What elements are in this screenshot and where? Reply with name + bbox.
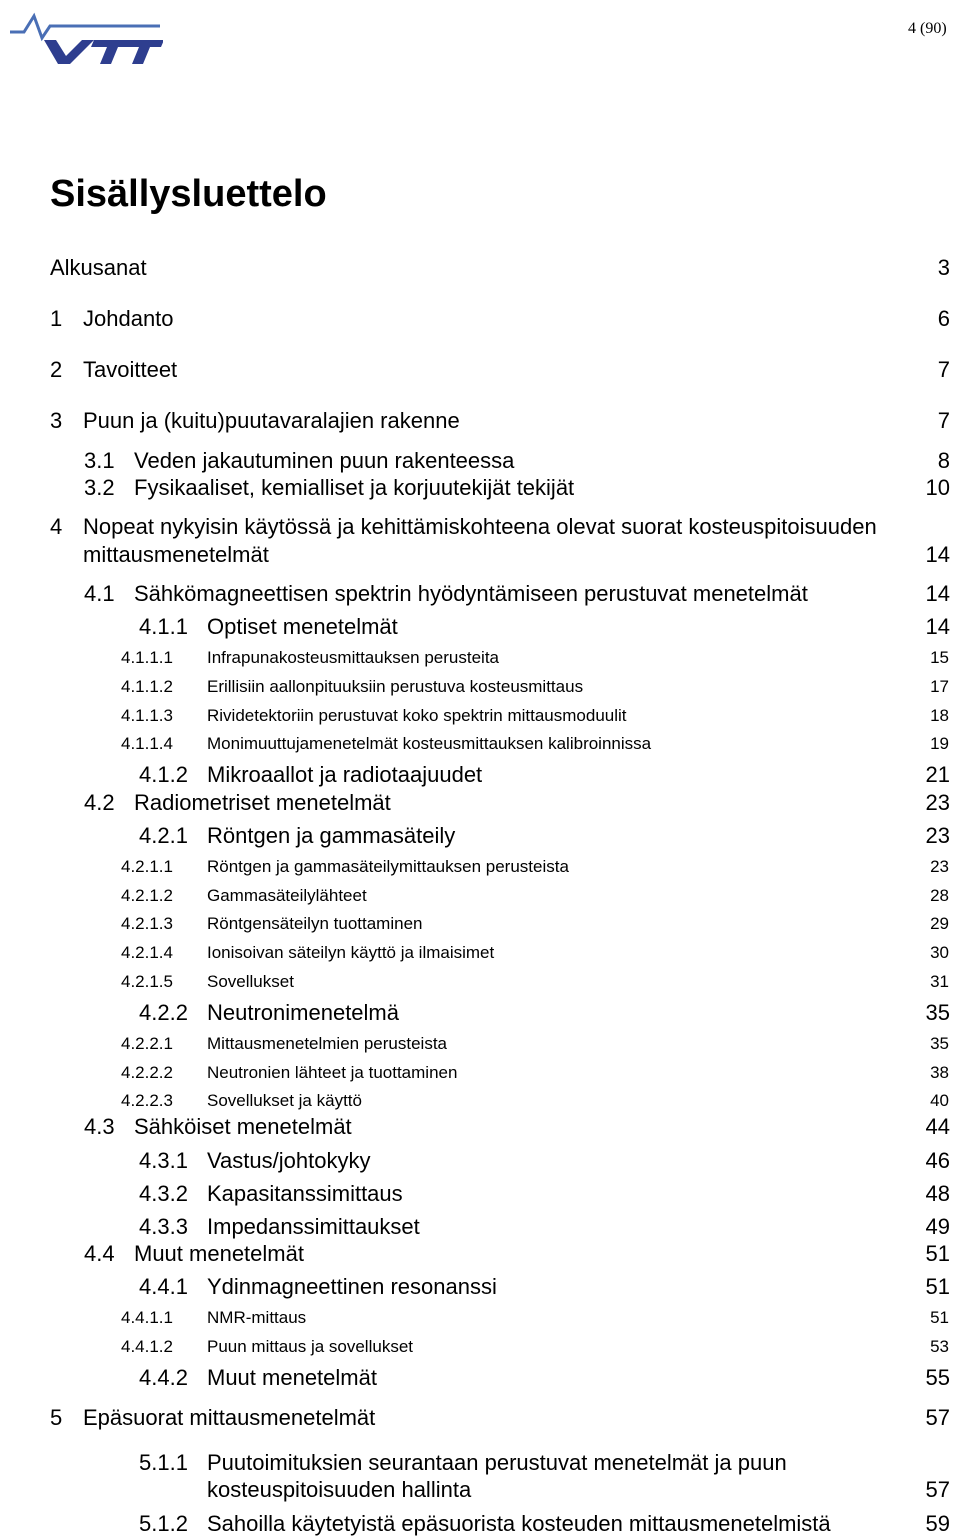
- toc-entry-page: 14: [925, 542, 950, 567]
- toc-entry-title: Gammasäteilylähteet: [207, 886, 367, 905]
- toc-entry-number: 4.4: [84, 1241, 115, 1266]
- toc-entry-page: 59: [925, 1511, 950, 1536]
- toc-entry-page: 14: [925, 614, 950, 639]
- toc-entry[interactable]: [0, 514, 960, 570]
- toc-entry-number: 3.2: [84, 475, 115, 500]
- toc-entry-title: Röntgen ja gammasäteily: [207, 823, 456, 848]
- toc-entry-title: Erillisiin aallonpituuksiin perustuva kosteusmittaus: [207, 677, 584, 696]
- toc-entry-number: 4.1.1.1: [121, 648, 173, 667]
- toc-entry-page: 57: [925, 1477, 950, 1502]
- toc-entry-title: Muut menetelmät: [207, 1365, 377, 1390]
- toc-entry-number: 4.2.2.3: [121, 1091, 173, 1110]
- toc-entry-title: Kapasitanssimittaus: [207, 1181, 403, 1206]
- toc-entry-number: 4.2.2.1: [121, 1034, 173, 1053]
- toc-entry-title: NMR-mittaus: [207, 1308, 307, 1327]
- toc-entry-number: 4.4.2: [139, 1365, 188, 1390]
- toc-entry-title: Alkusanat: [50, 255, 147, 280]
- page-number: 4 (90): [908, 20, 947, 37]
- toc-entry-page: 23: [930, 857, 949, 876]
- toc-entry-page: 21: [925, 762, 950, 787]
- toc-entry-title: Fysikaaliset, kemialliset ja korjuutekijät tekijät: [134, 475, 575, 500]
- toc-entry-page: 57: [925, 1405, 950, 1430]
- toc-entry-title: Epäsuorat mittausmenetelmät: [83, 1405, 376, 1430]
- toc-entry-page: 35: [925, 1000, 950, 1025]
- toc-entry-title: Röntgen ja gammasäteilymittauksen perusteista: [207, 857, 569, 876]
- toc-entry-page: 18: [930, 706, 949, 725]
- toc-entry-title: Impedanssimittaukset: [207, 1214, 420, 1239]
- toc-entry-number: 4.4.1.2: [121, 1337, 173, 1356]
- toc-entry-page: 46: [925, 1148, 950, 1173]
- toc-entry-page: 10: [925, 475, 950, 500]
- toc-entry-page: 29: [930, 914, 949, 933]
- toc-entry-page: 30: [930, 943, 949, 962]
- page-title: Sisällysluettelo: [50, 173, 327, 215]
- toc-entry-title: Sahoilla käytetyistä epäsuorista kosteuden mittausmenetelmistä: [207, 1511, 831, 1536]
- toc-entry-number: 4.3.3: [139, 1214, 188, 1239]
- toc-entry-number: 5.1.1: [139, 1450, 188, 1475]
- toc-entry-page: 17: [930, 677, 949, 696]
- toc-entry-title: Puun ja (kuitu)puutavaralajien rakenne: [83, 408, 460, 433]
- toc-entry-number: 3: [50, 408, 63, 433]
- toc-entry-number: 4.1.1.4: [121, 734, 173, 753]
- toc-entry-page: 55: [925, 1365, 950, 1390]
- toc-entry-title: Muut menetelmät: [134, 1241, 304, 1266]
- toc-entry-title: Röntgensäteilyn tuottaminen: [207, 914, 423, 933]
- toc-entry-title: Mikroaallot ja radiotaajuudet: [207, 762, 483, 787]
- toc-entry-number: 1: [50, 306, 63, 331]
- toc-entry-page: 19: [930, 734, 949, 753]
- toc-entry-title: Sovellukset: [207, 972, 294, 991]
- toc-entry-number: 5: [50, 1405, 63, 1430]
- toc-entry-title: Ionisoivan säteilyn käyttö ja ilmaisimet: [207, 943, 495, 962]
- toc-entry-title: Optiset menetelmät: [207, 614, 398, 639]
- toc-entry-title: Mittausmenetelmien perusteista: [207, 1034, 448, 1053]
- toc-entry-page: 31: [930, 972, 949, 991]
- toc-entry-page: 51: [925, 1274, 950, 1299]
- toc-entry-number: 4.2.1.5: [121, 972, 173, 991]
- toc-entry-title: Rividetektoriin perustuvat koko spektrin mittausmoduulit: [207, 706, 627, 725]
- toc-entry-number: 4.2.2: [139, 1000, 188, 1025]
- toc-entry-number: 4.4.1.1: [121, 1308, 173, 1327]
- toc-entry-number: 4.2.1: [139, 823, 188, 848]
- toc-entry-number: 4.2: [84, 790, 115, 815]
- toc-entry-page: 35: [930, 1034, 949, 1053]
- toc-entry-page: 28: [930, 886, 949, 905]
- toc-entry-number: 4.2.1.3: [121, 914, 173, 933]
- toc-entry-number: 4.3: [84, 1114, 115, 1139]
- toc-entry-number: 4.1.2: [139, 762, 188, 787]
- toc-entry-page: 51: [925, 1241, 950, 1266]
- toc-entry-page: 53: [930, 1337, 949, 1356]
- toc-entry-page: 48: [925, 1181, 950, 1206]
- toc-entry-title: Puutoimituksien seurantaan perustuvat menetelmät ja puun: [207, 1450, 787, 1475]
- toc-entry-title: Sähköiset menetelmät: [134, 1114, 352, 1139]
- toc-entry-number: 4.3.1: [139, 1148, 188, 1173]
- toc-entry-page: 23: [925, 790, 950, 815]
- toc-entry-title: Neutronien lähteet ja tuottaminen: [207, 1063, 458, 1082]
- toc-entry-title: Neutronimenetelmä: [207, 1000, 399, 1025]
- toc-entry-number: 4: [50, 514, 63, 539]
- toc-entry-title: Tavoitteet: [83, 357, 178, 382]
- toc-entry-title: Nopeat nykyisin käytössä ja kehittämiskohteena olevat suorat kosteuspitoisuuden: [83, 514, 877, 539]
- toc-entry-page: 40: [930, 1091, 949, 1110]
- toc-entry-number: 4.2.2.2: [121, 1063, 173, 1082]
- toc-entry-page: 8: [937, 448, 950, 473]
- toc-entry-title: Sähkömagneettisen spektrin hyödyntämiseen perustuvat menetelmät: [134, 581, 808, 606]
- logo-wave-icon: [10, 16, 160, 38]
- toc-entry-title-continued: mittausmenetelmät: [83, 542, 269, 567]
- toc-entry-title: Infrapunakosteusmittauksen perusteita: [207, 648, 500, 667]
- toc-entry-page: 51: [930, 1308, 949, 1327]
- toc-entry-number: 4.2.1.2: [121, 886, 173, 905]
- toc-entry-page: 7: [937, 408, 950, 433]
- toc-entry-page: 38: [930, 1063, 949, 1082]
- toc-entry-title: Monimuuttujamenetelmät kosteusmittauksen kalibroinnissa: [207, 734, 652, 753]
- toc-entry-number: 4.2.1.1: [121, 857, 173, 876]
- toc-entry-number: 4.3.2: [139, 1181, 188, 1206]
- toc-entry-title-continued: kosteuspitoisuuden hallinta: [207, 1477, 472, 1502]
- toc-entry-number: 3.1: [84, 448, 115, 473]
- toc-entry-title: Ydinmagneettinen resonanssi: [207, 1274, 497, 1299]
- toc-entry-number: 2: [50, 357, 63, 382]
- toc-entry-number: 4.1: [84, 581, 115, 606]
- toc-entry[interactable]: [0, 1450, 960, 1506]
- toc-entry-title: Puun mittaus ja sovellukset: [207, 1337, 413, 1356]
- toc-entry-number: 4.2.1.4: [121, 943, 173, 962]
- toc-entry-page: 44: [925, 1114, 950, 1139]
- toc-entry-title: Sovellukset ja käyttö: [207, 1091, 362, 1110]
- toc-entry-number: 4.1.1: [139, 614, 188, 639]
- toc-entry-page: 14: [925, 581, 950, 606]
- toc-entry-title: Radiometriset menetelmät: [134, 790, 391, 815]
- toc-entry-page: 7: [937, 357, 950, 382]
- toc-entry-page: 3: [937, 255, 950, 280]
- toc-entry-title: Johdanto: [83, 306, 174, 331]
- toc-entry-page: 15: [930, 648, 949, 667]
- vtt-logo: [8, 8, 163, 64]
- toc-entry-page: 6: [937, 306, 950, 331]
- toc-entry-page: 23: [925, 823, 950, 848]
- toc-entry-title: Veden jakautuminen puun rakenteessa: [134, 448, 515, 473]
- logo-letters: [44, 40, 163, 64]
- toc-entry-number: 4.1.1.2: [121, 677, 173, 696]
- toc-entry-number: 4.4.1: [139, 1274, 188, 1299]
- toc-entry-title: Vastus/johtokyky: [207, 1148, 371, 1173]
- toc-entry-number: 4.1.1.3: [121, 706, 173, 725]
- toc-entry-number: 5.1.2: [139, 1511, 188, 1536]
- toc-entry-page: 49: [925, 1214, 950, 1239]
